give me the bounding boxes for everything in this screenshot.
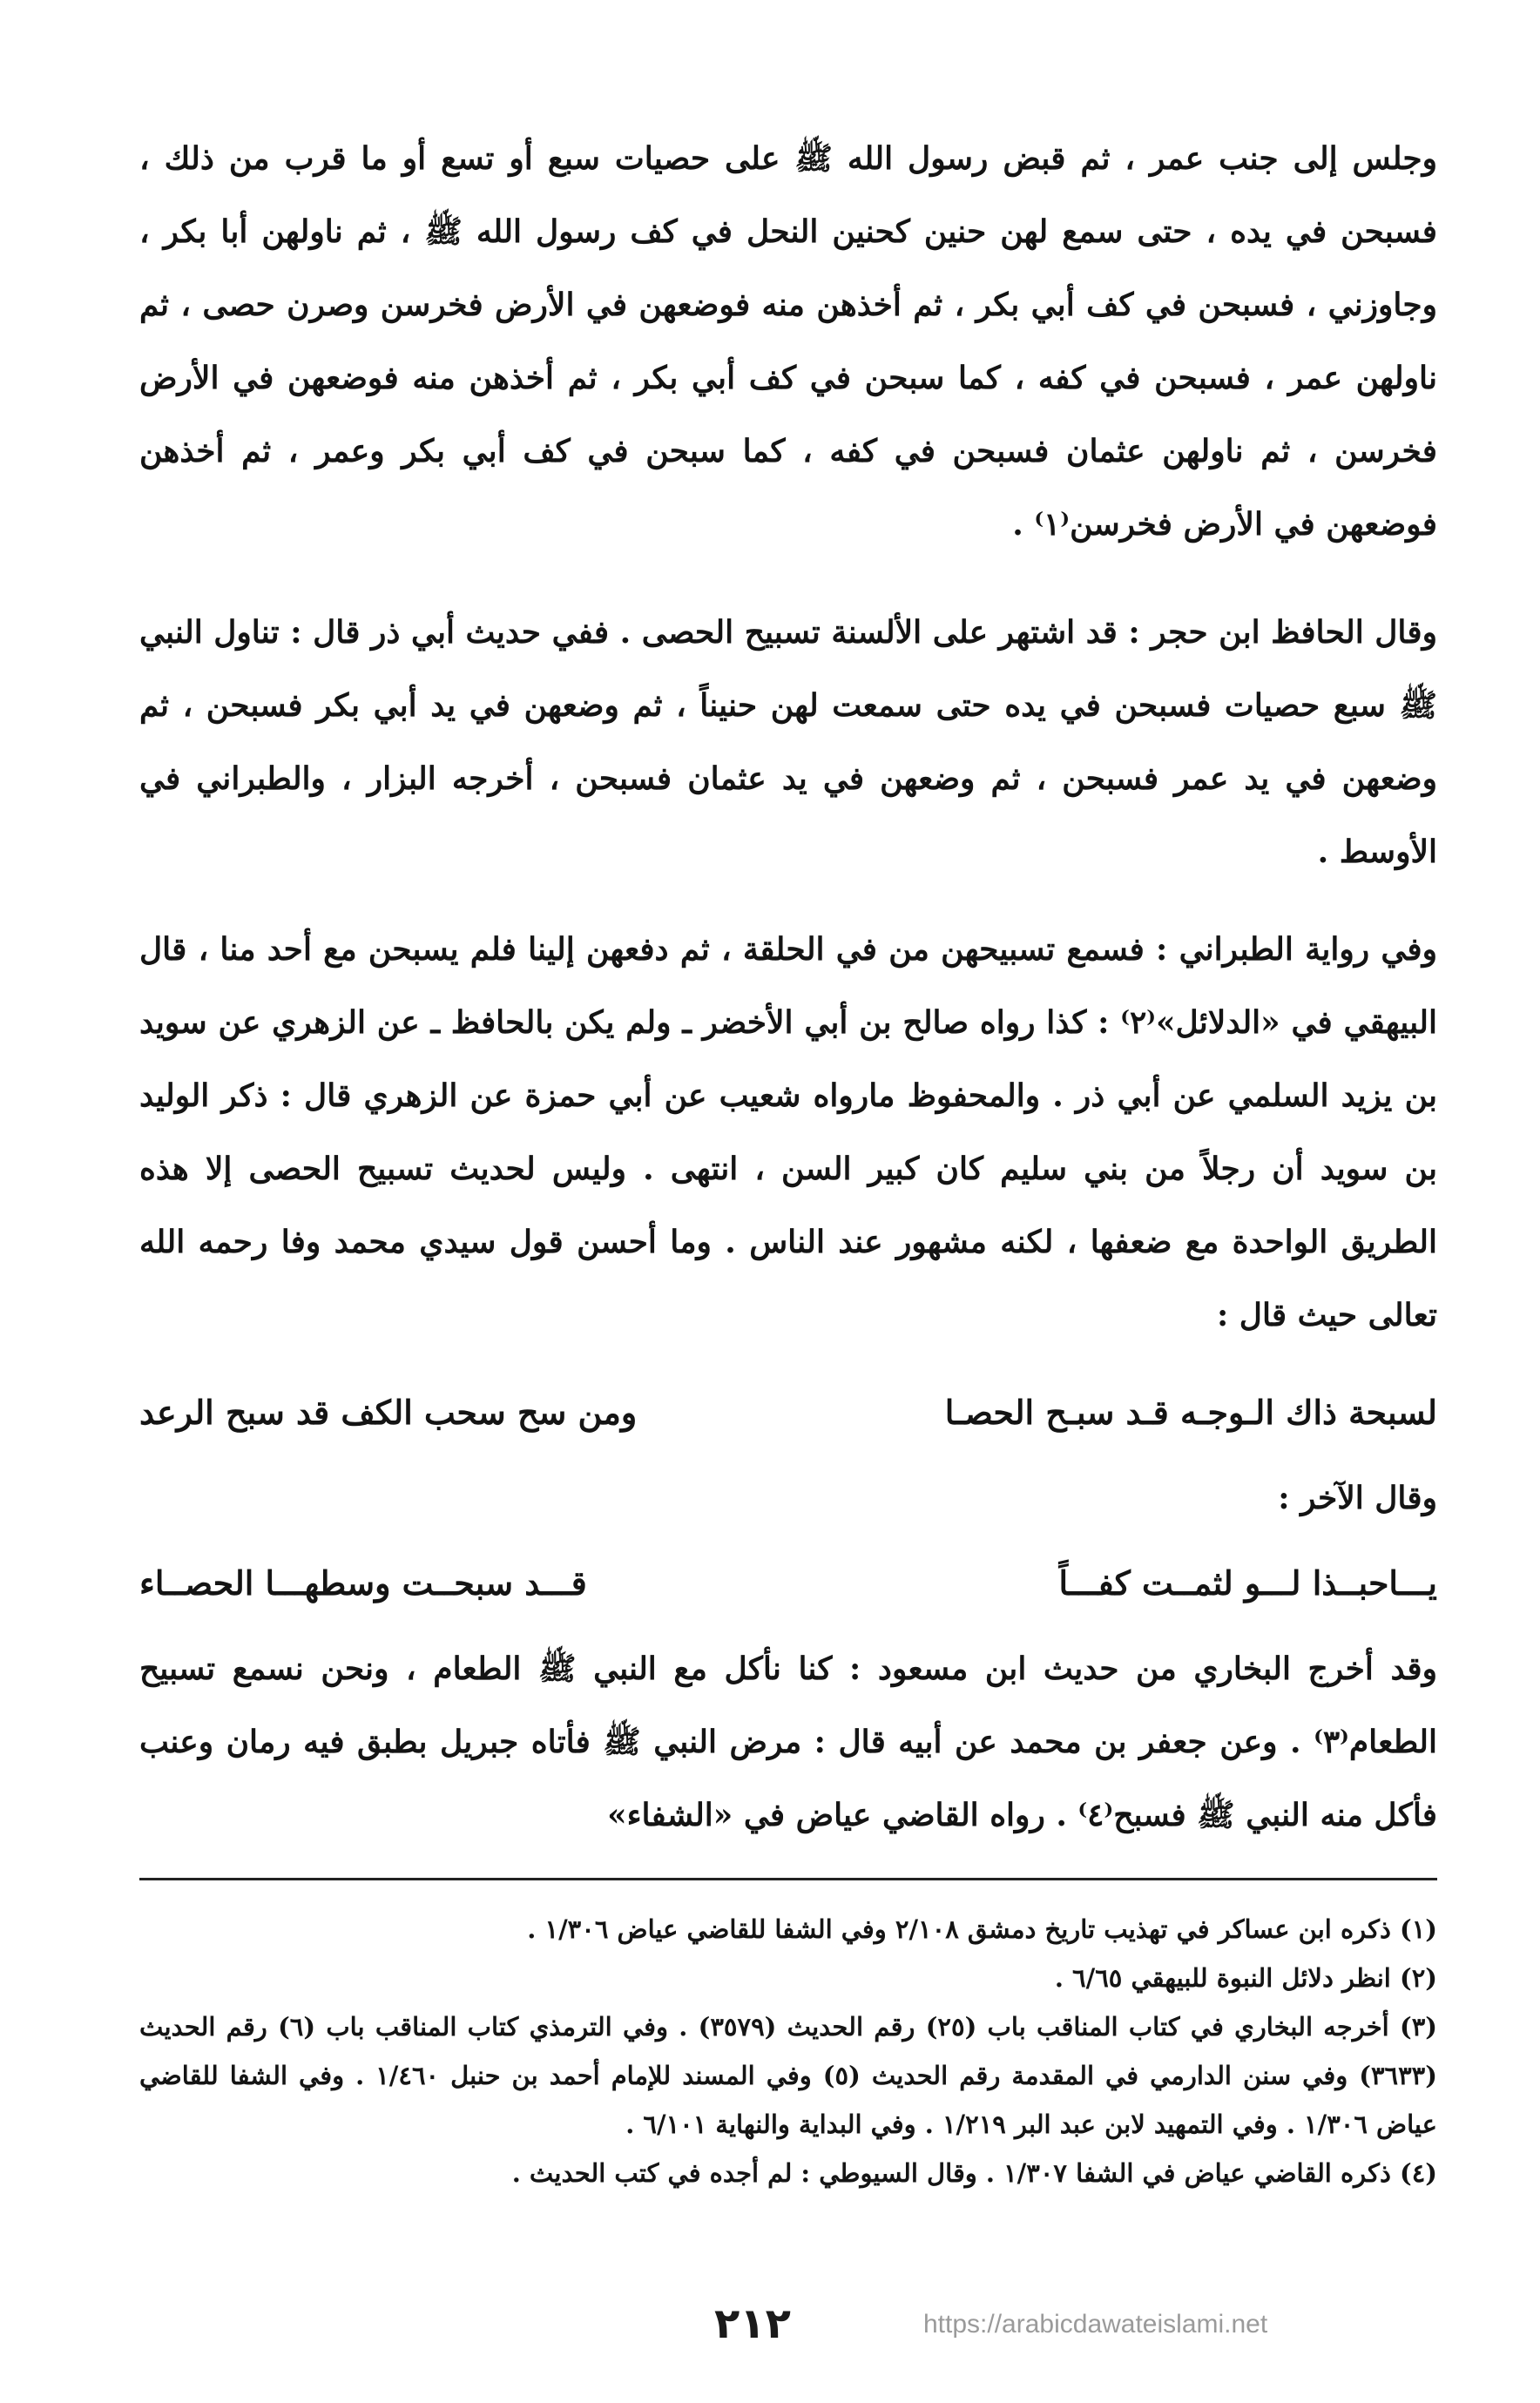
footnote-3: (٣) أخرجه البخاري في كتاب المناقب باب (٢٥) رقم الحديث (٣٥٧٩) . وفي الترمذي كتاب المناقب باب (٦) رقم الحديث (٣٦٣٣) وفي سنن الدارمي في المقدمة رقم الحديث (٥) وفي المسند للإمام أحمد بن حنبل ١/٤٦٠ . وفي الشفا للقاضي عياض ١/٣٠٦ . وفي التمهيد لابن عبد البر ١/٢١٩ . وفي البداية والنهاية ٦/١٠١ .	[139, 2012, 1438, 2139]
poem-verse-1-first-hemistich: لسبحة ذاك الـوجـه قـد سبـح الحصـا	[944, 1393, 1437, 1432]
poem-verse-2-first-hemistich: يـــاحبــذا لـــو لثمــت كفـــاً	[1058, 1563, 1437, 1603]
page-body	[139, 122, 1437, 2197]
paragraph-1: وجلس إلى جنب عمر ، ثم قبض رسول الله ﷺ على حصيات سبع أو تسع أو ما قرب من ذلك ، فسبحن في يده ، حتى سمع لهن حنين كحنين النحل في كف رسول الله ﷺ ، ثم ناولهن أبا بكر ، وجاوزني ، فسبحن في كف أبي بكر ، ثم أخذهن منه فوضعهن في الأرض فخرسن وصرن حصى ، ثم ناولهن عمر ، فسبحن في كفه ، كما سبحن في كف أبي بكر ، ثم أخذهن منه فوضعهن في الأرض فخرسن ، ثم ناولهن عثمان فسبحن في كفه ، كما سبحن في كف أبي بكر وعمر ، ثم أخذهن فوضعهن في الأرض فخرسن⁽١⁾ .	[139, 140, 1438, 543]
poem-verse-1	[139, 1376, 1437, 1449]
page-number: ٢١٢	[714, 2299, 791, 2348]
poem-verse-1-second-hemistich: ومن سح سحب الكف قد سبح الرعد	[139, 1393, 638, 1432]
footnote-4: (٤) ذكره القاضي عياض في الشفا ١/٣٠٧ . وقال السيوطي : لم أجده في كتب الحديث .	[511, 2158, 1437, 2188]
paragraph-2: وقال الحافظ ابن حجر : قد اشتهر على الألسنة تسبيح الحصى . ففي حديث أبي ذر قال : تناول النبي ﷺ سبع حصيات فسبحن في يده حتى سمعت لهن حنيناً ، ثم وضعهن في يد أبي بكر فسبحن ، ثم وضعهن في يد عمر فسبحن ، ثم وضعهن في يد عثمان فسبحن ، أخرجه البزار ، والطبراني في الأوسط .	[139, 614, 1437, 870]
footnote-separator	[139, 1878, 1437, 1880]
footnotes	[139, 1905, 1437, 2197]
paragraph-4: وقد أخرج البخاري من حديث ابن مسعود : كنا نأكل مع النبي ﷺ الطعام ، ونحن نسمع تسبيح الطعام⁽٣⁾ . وعن جعفر بن محمد عن أبيه قال : مرض النبي ﷺ فأتاه جبريل بطبق فيه رمان وعنب فأكل منه النبي ﷺ فسبح⁽٤⁾ . رواه القاضي عياض في «الشفاء»	[139, 1650, 1438, 1833]
poem-verse-2-second-hemistich: قـــد سبحــت وسطهـــا الحصــاء	[139, 1563, 587, 1603]
watermark-url: https://arabicdawateislami.net	[923, 2310, 1268, 2339]
paragraph-3: وفي رواية الطبراني : فسمع تسبيحهن من في الحلقة ، ثم دفعهن إلينا فلم يسبحن مع أحد منا ، قال البيهقي في «الدلائل»⁽٢⁾ : كذا رواه صالح بن أبي الأخضر ـ ولم يكن بالحافظ ـ عن الزهري عن سويد بن يزيد السلمي عن أبي ذر . والمحفوظ مارواه شعيب عن أبي حمزة عن الزهري قال : ذكر الوليد بن سويد أن رجلاً من بني سليم كان كبير السن ، انتهى . وليس لحديث تسبيح الحصى إلا هذه الطريق الواحدة مع ضعفها ، لكنه مشهور عند الناس . وما أحسن قول سيدي محمد وفا رحمه الله تعالى حيث قال :	[139, 931, 1437, 1333]
footnote-1: (١) ذكره ابن عساكر في تهذيب تاريخ دمشق ٢/١٠٨ وفي الشفا للقاضي عياض ١/٣٠٦ .	[527, 1914, 1437, 1944]
footnote-2: (٢) انظر دلائل النبوة للبيهقي ٦/٦٥ .	[1054, 1963, 1437, 1993]
poem-intro: وقال الآخر :	[1278, 1480, 1437, 1516]
poem-verse-2	[139, 1547, 1437, 1620]
